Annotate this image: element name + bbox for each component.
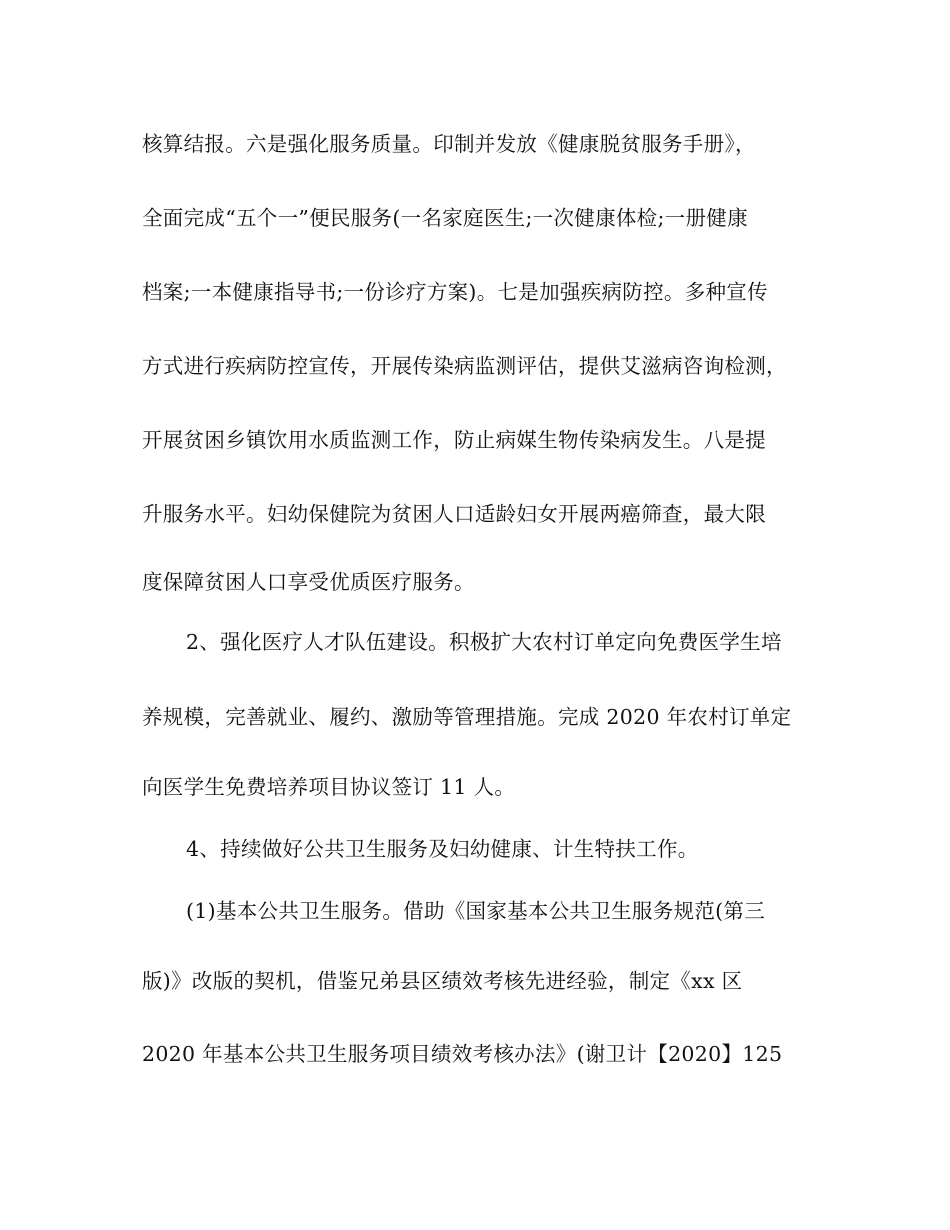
text-line: 方式进行疾病防控宣传，开展传染病监测评估，提供艾滋病咨询检测， <box>142 354 787 378</box>
text-line: 升服务水平。妇幼保健院为贫困人口适龄妇女开展两癌筛查，最大限 <box>142 502 766 526</box>
text-line: 版)》改版的契机，借鉴兄弟县区绩效考核先进经验，制定《xx 区 <box>142 969 743 993</box>
text-line: 全面完成“五个一”便民服务(一名家庭医生;一次健康体检;一册健康 <box>142 206 748 230</box>
text-line: 向医学生免费培养项目协议签订 11 人。 <box>142 775 516 799</box>
paragraph-4-heading-line: 4、持续做好公共卫生服务及妇幼健康、计生特扶工作。 <box>186 837 699 861</box>
text-line: 档案;一本健康指导书;一份诊疗方案)。七是加强疾病防控。多种宣传 <box>142 280 768 304</box>
text-line: 核算结报。六是强化服务质量。印制并发放《健康脱贫服务手册》， <box>142 132 756 156</box>
subparagraph-1-heading-line: (1)基本公共卫生服务。借助《国家基本公共卫生服务规范(第三 <box>186 899 766 923</box>
text-line: 2020 年基本公共卫生服务项目绩效考核办法》(谢卫计【2020】125 <box>142 1042 783 1066</box>
text-line: 度保障贫困人口享受优质医疗服务。 <box>142 570 475 594</box>
text-line: 开展贫困乡镇饮用水质监测工作，防止病媒生物传染病发生。八是提 <box>142 428 766 452</box>
text-line: 养规模，完善就业、履约、激励等管理措施。完成 2020 年农村订单定 <box>142 705 792 729</box>
paragraph-2-heading-line: 2、强化医疗人才队伍建设。积极扩大农村订单定向免费医学生培 <box>186 630 782 654</box>
